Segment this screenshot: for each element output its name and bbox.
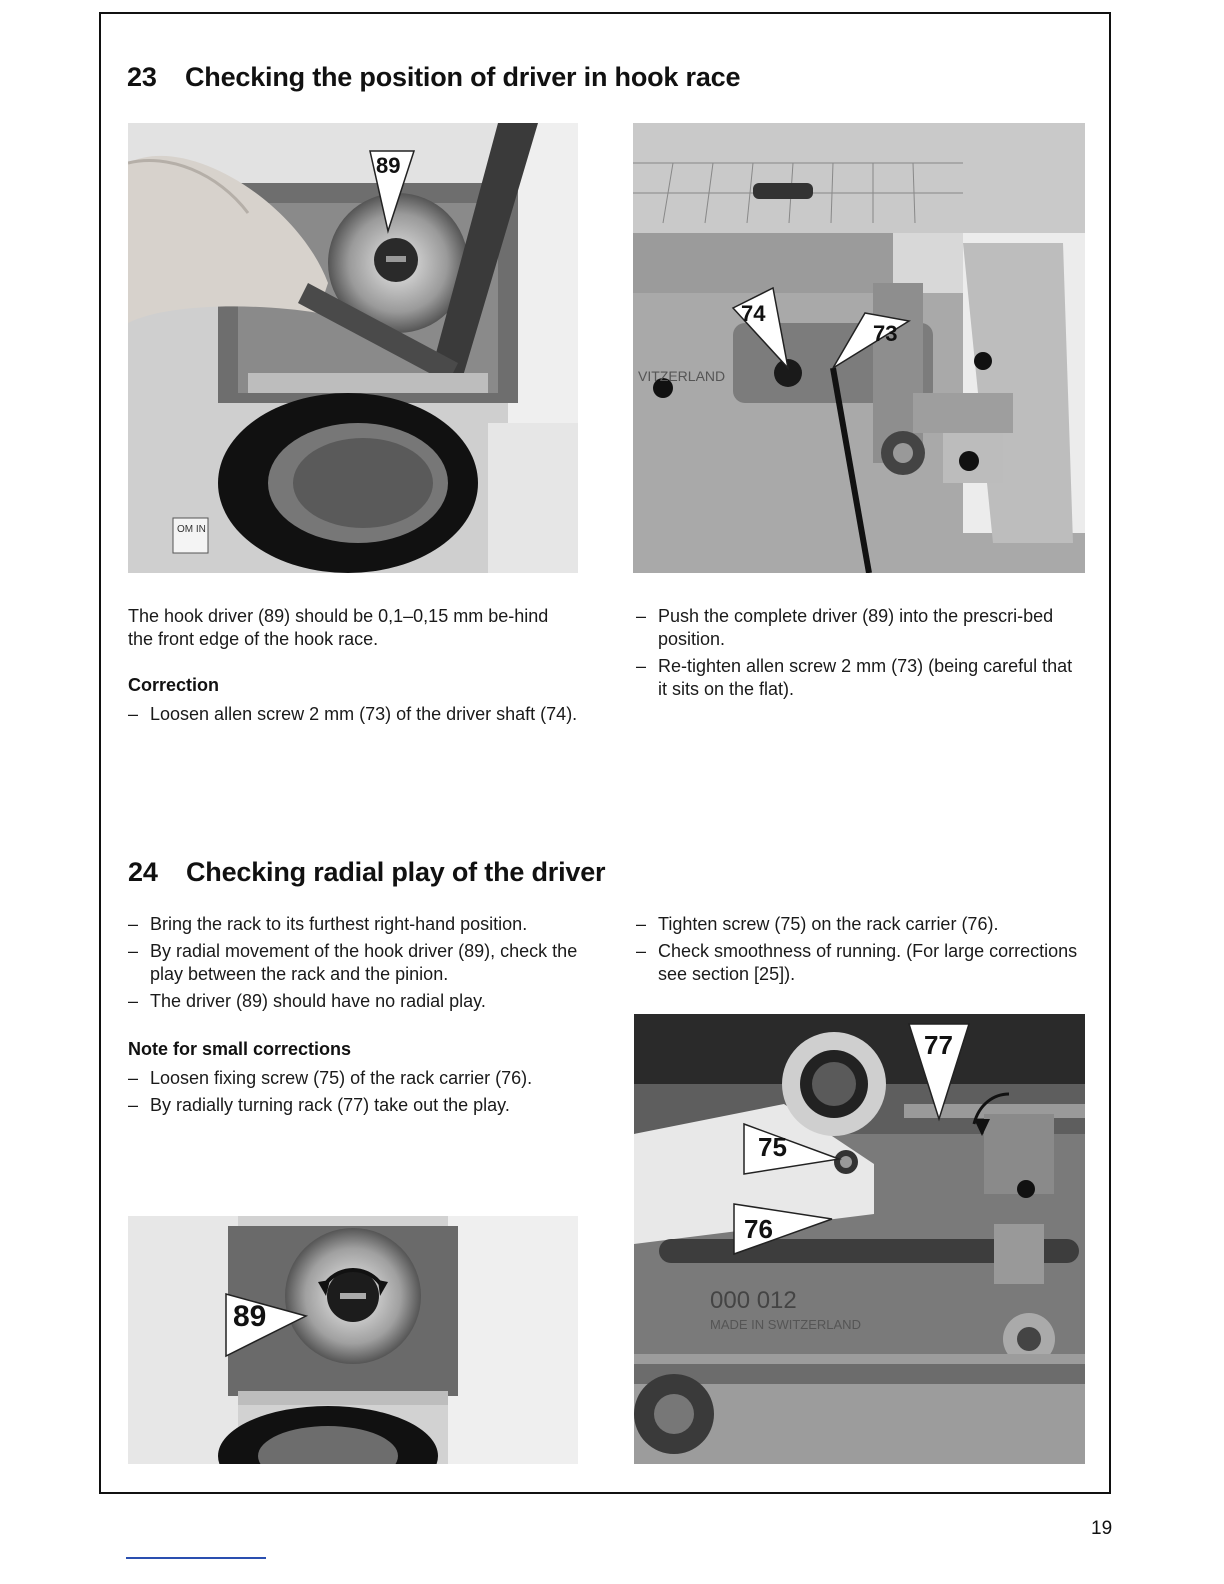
callout-75-photo4: 75	[758, 1132, 787, 1162]
correction-item: – Loosen allen screw 2 mm (73) of the driver shaft (74).	[128, 703, 578, 726]
callout-77-photo4: 77	[924, 1030, 953, 1060]
section-23-heading	[127, 62, 740, 93]
correction-heading: Correction	[128, 675, 220, 695]
left-item: – Bring the rack to its furthest right-hand position.	[128, 913, 583, 936]
photo4-engraving-made: MADE IN SWITZERLAND	[710, 1317, 861, 1332]
callout-76-photo4: 76	[744, 1214, 773, 1244]
photo2-engraving: VITZERLAND	[638, 368, 726, 384]
section-23-number: 23	[127, 62, 157, 92]
left-item: – By radial movement of the hook driver (89), check the play between the rack and the pinion.	[128, 940, 583, 986]
note-item: – Loosen fixing screw (75) of the rack carrier (76).	[128, 1067, 578, 1090]
correction-list	[128, 703, 578, 730]
callout-89-photo1: 89	[376, 153, 401, 178]
section-23-description: The hook driver (89) should be 0,1–0,15 mm be-hind the front edge of the hook race.	[128, 606, 549, 649]
right-item: – Push the complete driver (89) into the prescri-bed position.	[636, 605, 1086, 651]
note-item: – By radially turning rack (77) take out the play.	[128, 1094, 578, 1117]
left-item: – The driver (89) should have no radial play.	[128, 990, 583, 1013]
section-23-title: Checking the position of driver in hook race	[185, 62, 741, 92]
callout-74-photo2: 74	[741, 301, 766, 326]
section-24-right-list	[636, 913, 1086, 990]
callout-73-photo2: 73	[873, 321, 898, 346]
section-24-number: 24	[128, 857, 158, 887]
photo-hook-driver	[128, 123, 578, 573]
note-list	[128, 1067, 578, 1121]
callout-89-photo3: 89	[233, 1300, 267, 1333]
photo1-sticker-text: OM IN	[177, 524, 206, 535]
photo4-engraving-number: 000 012	[710, 1287, 797, 1314]
photo-rack-carrier	[634, 1014, 1085, 1464]
note-heading: Note for small corrections	[128, 1039, 352, 1059]
right-item: – Check smoothness of running. (For large corrections see section [25]).	[636, 940, 1086, 986]
section-23-right-list	[636, 605, 1086, 705]
right-item: – Tighten screw (75) on the rack carrier (76).	[636, 913, 1086, 936]
photo-driver-radial	[128, 1216, 578, 1464]
photo-driver-shaft	[633, 123, 1085, 573]
footer-rule	[126, 1557, 266, 1559]
section-24-title: Checking radial play of the driver	[186, 857, 606, 887]
page-number: 19	[1091, 1518, 1113, 1539]
right-item: – Re-tighten allen screw 2 mm (73) (being careful that it sits on the flat).	[636, 655, 1086, 701]
section-24-heading	[128, 857, 605, 888]
section-24-left-list	[128, 913, 583, 1017]
